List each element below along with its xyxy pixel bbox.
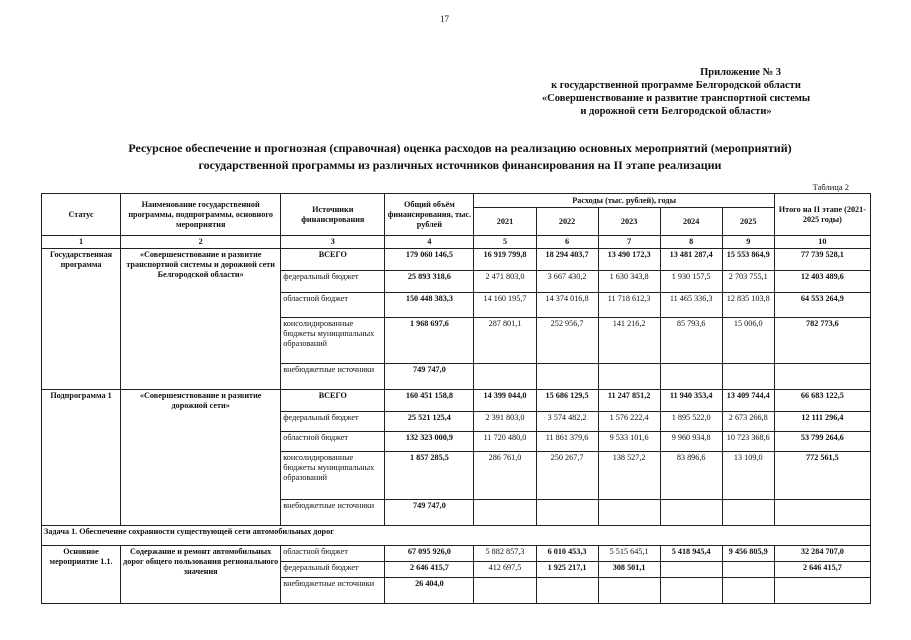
value-cell: 11 718 612,3 — [598, 293, 660, 318]
value-cell — [722, 500, 774, 526]
name-cell: Содержание и ремонт автомобильных дорог общего пользования регионального значения — [121, 546, 281, 604]
value-cell: 1 930 157,5 — [660, 271, 722, 293]
value-cell — [474, 500, 536, 526]
total-cell: 749 747,0 — [385, 364, 474, 390]
status-cell: Подпрограмма 1 — [42, 390, 121, 526]
itogo-cell: 53 799 264,6 — [774, 432, 870, 452]
value-cell — [474, 364, 536, 390]
name-cell: «Совершенствование и развитие транспортной системы и дорожной сети Белгородской области» — [121, 249, 281, 390]
source-cell: областной бюджет — [281, 432, 385, 452]
header-year-2025: 2025 — [722, 208, 774, 236]
value-cell: 15 686 129,5 — [536, 390, 598, 412]
itogo-cell: 12 111 296,4 — [774, 412, 870, 432]
value-cell: 138 527,2 — [598, 452, 660, 500]
itogo-cell: 772 561,5 — [774, 452, 870, 500]
value-cell — [598, 578, 660, 604]
source-cell: консолидированные бюджеты муниципальных образований — [281, 318, 385, 364]
value-cell: 1 925 217,1 — [536, 562, 598, 578]
value-cell: 13 109,0 — [722, 452, 774, 500]
page-number: 17 — [440, 14, 449, 24]
status-cell: Государственная программа — [42, 249, 121, 390]
header-expenses: Расходы (тыс. рублей), годы — [474, 194, 774, 208]
value-cell: 2 471 803,0 — [474, 271, 536, 293]
source-cell: внебюджетные источники — [281, 364, 385, 390]
value-cell — [722, 578, 774, 604]
value-cell — [598, 500, 660, 526]
value-cell — [660, 500, 722, 526]
itogo-cell: 66 683 122,5 — [774, 390, 870, 412]
total-cell: 179 060 146,5 — [385, 249, 474, 271]
source-cell: ВСЕГО — [281, 249, 385, 271]
appendix-line-1: Приложение № 3 — [700, 67, 781, 78]
table-row — [42, 249, 871, 271]
value-cell: 308 501,1 — [598, 562, 660, 578]
appendix-line-2: к государственной программе Белгородской области — [551, 80, 801, 91]
source-cell: федеральный бюджет — [281, 562, 385, 578]
status-cell: Основное мероприятие 1.1. — [42, 546, 121, 604]
value-cell: 9 456 805,9 — [722, 546, 774, 562]
itogo-cell: 2 646 415,7 — [774, 562, 870, 578]
col-number: 5 — [474, 236, 536, 249]
value-cell: 13 481 287,4 — [660, 249, 722, 271]
document-title — [60, 140, 860, 174]
value-cell: 11 940 353,4 — [660, 390, 722, 412]
value-cell: 1 576 222,4 — [598, 412, 660, 432]
header-year-2024: 2024 — [660, 208, 722, 236]
col-number: 2 — [121, 236, 281, 249]
itogo-cell — [774, 500, 870, 526]
source-cell: внебюджетные источники — [281, 578, 385, 604]
column-numbers-row — [42, 236, 871, 249]
value-cell — [536, 364, 598, 390]
value-cell: 83 896,6 — [660, 452, 722, 500]
value-cell: 14 399 044,0 — [474, 390, 536, 412]
header-total: Общий объём финансирования, тыс. рублей — [385, 194, 474, 236]
value-cell — [660, 562, 722, 578]
itogo-cell — [774, 364, 870, 390]
total-cell: 25 521 125,4 — [385, 412, 474, 432]
value-cell: 13 409 744,4 — [722, 390, 774, 412]
value-cell — [722, 364, 774, 390]
value-cell — [474, 578, 536, 604]
value-cell: 5 418 945,4 — [660, 546, 722, 562]
col-number: 6 — [536, 236, 598, 249]
value-cell — [660, 364, 722, 390]
header-name: Наименование государственной программы, подпрограммы, основного мероприятия — [121, 194, 281, 236]
total-cell: 150 448 383,3 — [385, 293, 474, 318]
value-cell: 14 160 195,7 — [474, 293, 536, 318]
value-cell: 3 574 482,2 — [536, 412, 598, 432]
source-cell: федеральный бюджет — [281, 412, 385, 432]
total-cell: 749 747,0 — [385, 500, 474, 526]
value-cell — [536, 578, 598, 604]
table-row — [42, 390, 871, 412]
value-cell: 2 391 803,0 — [474, 412, 536, 432]
header-stage-total: Итого на II этапе (2021-2025 годы) — [774, 194, 870, 236]
title-line-2: государственной программы из различных источников финансирования на II этапе реализации — [198, 158, 722, 172]
col-number: 8 — [660, 236, 722, 249]
itogo-cell — [774, 578, 870, 604]
resource-table — [41, 193, 871, 604]
source-cell: ВСЕГО — [281, 390, 385, 412]
value-cell: 1 895 522,0 — [660, 412, 722, 432]
value-cell: 15 553 864,9 — [722, 249, 774, 271]
value-cell: 287 801,1 — [474, 318, 536, 364]
value-cell: 286 761,0 — [474, 452, 536, 500]
source-cell: областной бюджет — [281, 546, 385, 562]
value-cell: 3 667 430,2 — [536, 271, 598, 293]
table-row — [42, 546, 871, 562]
value-cell: 11 720 480,0 — [474, 432, 536, 452]
itogo-cell: 12 403 489,6 — [774, 271, 870, 293]
value-cell: 12 835 103,8 — [722, 293, 774, 318]
header-year-2022: 2022 — [536, 208, 598, 236]
value-cell: 14 374 016,8 — [536, 293, 598, 318]
appendix-header — [531, 66, 821, 118]
itogo-cell: 782 773,6 — [774, 318, 870, 364]
header-year-2021: 2021 — [474, 208, 536, 236]
value-cell — [660, 578, 722, 604]
value-cell — [536, 500, 598, 526]
value-cell: 13 490 172,3 — [598, 249, 660, 271]
value-cell: 11 247 851,2 — [598, 390, 660, 412]
title-line-1: Ресурсное обеспечение и прогнозная (справочная) оценка расходов на реализацию основных мероприятий (мероприятий) — [128, 141, 792, 155]
task-heading: Задача 1. Обеспечение сохранности существующей сети автомобильных дорог — [42, 526, 871, 546]
col-number: 1 — [42, 236, 121, 249]
value-cell: 252 956,7 — [536, 318, 598, 364]
total-cell: 26 404,0 — [385, 578, 474, 604]
value-cell: 10 723 368,6 — [722, 432, 774, 452]
appendix-line-3: «Совершенствование и развитие транспортной системы — [541, 93, 811, 104]
table-label: Таблица 2 — [812, 182, 849, 192]
name-cell: «Совершенствование и развитие дорожной сети» — [121, 390, 281, 526]
total-cell: 1 857 285,5 — [385, 452, 474, 500]
header-source: Источники финансирования — [281, 194, 385, 236]
source-cell: консолидированные бюджеты муниципальных образований — [281, 452, 385, 500]
value-cell: 412 697,5 — [474, 562, 536, 578]
header-year-2023: 2023 — [598, 208, 660, 236]
value-cell: 15 006,0 — [722, 318, 774, 364]
total-cell: 2 646 415,7 — [385, 562, 474, 578]
itogo-cell: 64 553 264,9 — [774, 293, 870, 318]
value-cell: 85 793,6 — [660, 318, 722, 364]
total-cell: 160 451 158,8 — [385, 390, 474, 412]
value-cell — [722, 562, 774, 578]
value-cell: 16 919 799,8 — [474, 249, 536, 271]
value-cell: 11 465 336,3 — [660, 293, 722, 318]
task-row — [42, 526, 871, 546]
value-cell: 2 673 266,8 — [722, 412, 774, 432]
source-cell: федеральный бюджет — [281, 271, 385, 293]
value-cell: 5 882 857,3 — [474, 546, 536, 562]
total-cell: 25 893 318,6 — [385, 271, 474, 293]
value-cell — [598, 364, 660, 390]
total-cell: 67 095 926,0 — [385, 546, 474, 562]
value-cell: 250 267,7 — [536, 452, 598, 500]
value-cell: 141 216,2 — [598, 318, 660, 364]
col-number: 10 — [774, 236, 870, 249]
value-cell: 2 703 755,1 — [722, 271, 774, 293]
value-cell: 18 294 403,7 — [536, 249, 598, 271]
col-number: 7 — [598, 236, 660, 249]
total-cell: 1 968 697,6 — [385, 318, 474, 364]
itogo-cell: 32 284 707,0 — [774, 546, 870, 562]
itogo-cell: 77 739 528,1 — [774, 249, 870, 271]
col-number: 9 — [722, 236, 774, 249]
source-cell: внебюджетные источники — [281, 500, 385, 526]
value-cell: 6 010 453,3 — [536, 546, 598, 562]
value-cell: 1 630 343,8 — [598, 271, 660, 293]
source-cell: областной бюджет — [281, 293, 385, 318]
value-cell: 5 515 645,1 — [598, 546, 660, 562]
col-number: 4 — [385, 236, 474, 249]
value-cell: 9 960 934,8 — [660, 432, 722, 452]
value-cell: 9 533 101,6 — [598, 432, 660, 452]
col-number: 3 — [281, 236, 385, 249]
value-cell: 11 861 379,6 — [536, 432, 598, 452]
total-cell: 132 323 000,9 — [385, 432, 474, 452]
header-status: Статус — [42, 194, 121, 236]
appendix-line-4: и дорожной сети Белгородской области» — [580, 106, 772, 117]
